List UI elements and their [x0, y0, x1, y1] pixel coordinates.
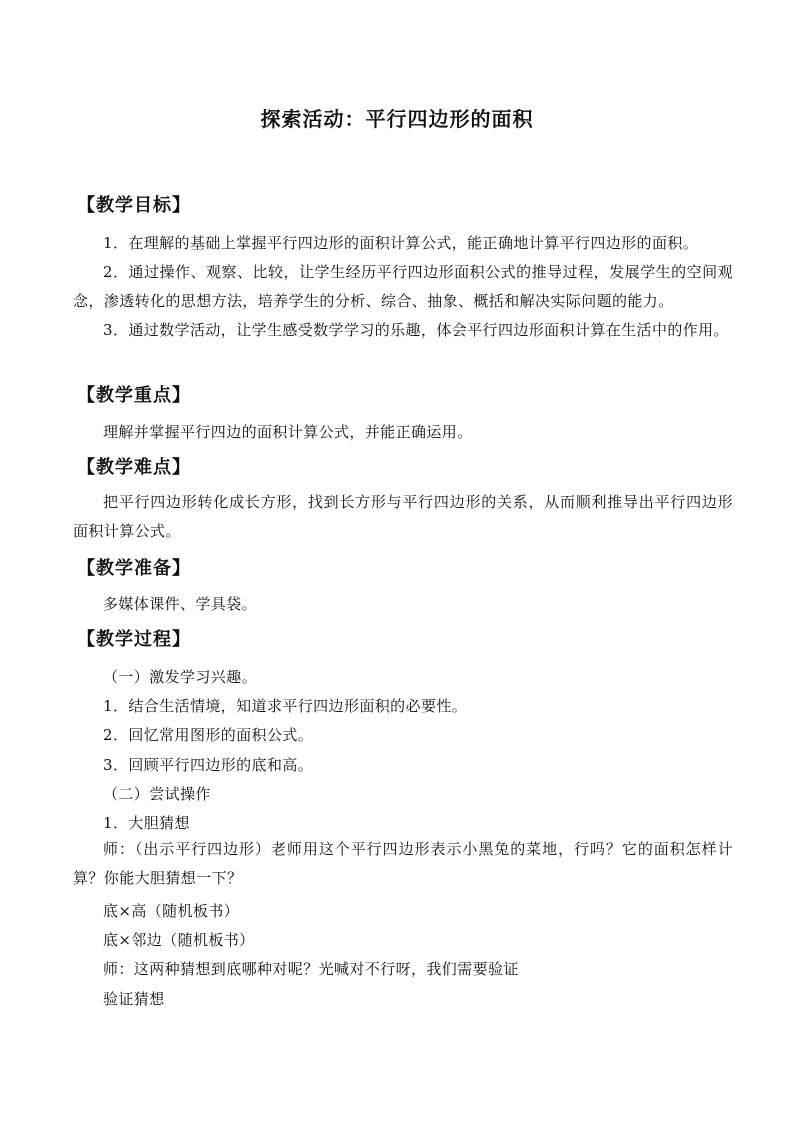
goal-item-1: 1．在理解的基础上掌握平行四边形的面积计算公式，能正确地计算平行四边形的面积。: [103, 234, 699, 252]
process-part1-item-2: 2．回忆常用图形的面积公式。: [103, 726, 314, 744]
guess-1: 底×高（随机板书）: [103, 902, 240, 920]
process-part1-item-3: 3．回顾平行四边形的底和高。: [103, 756, 314, 774]
process-part2-title: （二）尝试操作: [103, 785, 211, 803]
preparation-text: 多媒体课件、学具袋。: [103, 595, 258, 613]
process-part1-item-1: 1．结合生活情境，知道求平行四边形面积的必要性。: [103, 697, 468, 715]
difficulty-text: 把平行四边形转化成长方形，找到长方形与平行四边形的关系，从而顺利推导出平行四边形面积计算公式。: [73, 493, 733, 540]
goal-item-3: 3．通过数学活动，让学生感受数学学习的乐趣，体会平行四边形面积计算在生活中的作用。: [103, 321, 729, 339]
preparation-heading: 【教学准备】: [77, 558, 191, 579]
guess-2: 底×邻边（随机板书）: [103, 931, 255, 949]
key-point-text: 理解并掌握平行四边的面积计算公式，并能正确运用。: [103, 423, 473, 441]
key-point-heading: 【教学重点】: [77, 385, 191, 406]
process-heading: 【教学过程】: [77, 629, 191, 650]
goal-item-2: 2．通过操作、观察、比较，让学生经历平行四边形面积公式的推导过程，发展学生的空间观念，渗透转化的思想方法，培养学生的分析、综合、抽象、概括和解决实际问题的能力。: [73, 263, 733, 310]
teacher-question: 师：（出示平行四边形）老师用这个平行四边形表示小黑兔的菜地，行吗？它的面积怎样计算？你能大胆猜想一下？: [73, 840, 733, 887]
document-title: 探索活动：平行四边形的面积: [260, 107, 534, 131]
process-part1-title: （一）激发学习兴趣。: [103, 668, 258, 686]
verify-label: 验证猜想: [103, 990, 165, 1008]
difficulty-heading: 【教学难点】: [77, 457, 191, 478]
teacher-verify: 师：这两种猜想到底哪种对呢？光喊对不行呀，我们需要验证: [103, 960, 519, 978]
goals-heading: 【教学目标】: [77, 195, 191, 216]
process-part2-sub: 1．大胆猜想: [103, 814, 190, 832]
